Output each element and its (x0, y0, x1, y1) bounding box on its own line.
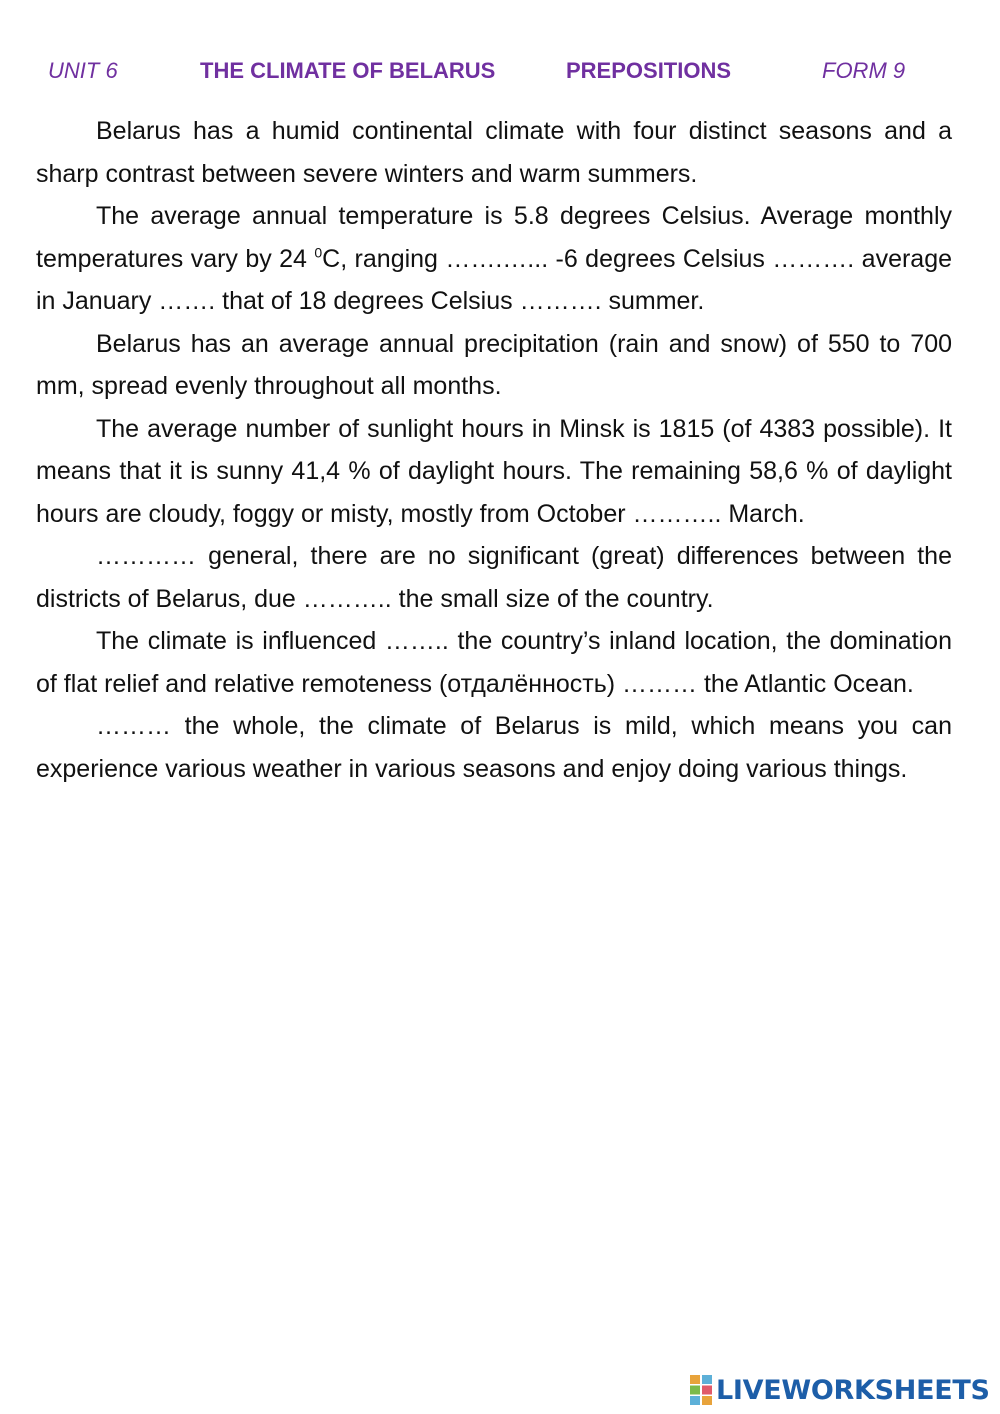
paragraph-districts: ………… general, there are no significant (great) differences between the districts of Belarus, due ……….. the small size of the country. (36, 542, 952, 613)
worksheet-text (36, 110, 952, 790)
liveworksheets-blocks-icon (690, 1375, 712, 1405)
paragraph-sunlight: The average number of sunlight hours in Minsk is 1815 (of 4383 possible). It means that it is sunny 41,4 % of daylight hours. The remaining 58,6 % of daylight hours are cloudy, foggy or misty, mostly from October ……….. March. (36, 414, 952, 528)
logo-text: LIVEWORKSHEETS (716, 1374, 990, 1406)
paragraph-precipitation: Belarus has an average annual precipitation (rain and snow) of 550 to 700 mm, spread evenly throughout all months. (36, 329, 952, 400)
temperature-text-end: C, ranging …….…... -6 degrees Celsius ………. average in January ……. that of 18 degrees Celsius ………. summer. (36, 244, 953, 315)
paragraph-conclusion: ……… the whole, the climate of Belarus is mild, which means you can experience various weather in various seasons and enjoy doing various things. (36, 712, 952, 783)
unit-label: UNIT 6 (48, 58, 118, 83)
liveworksheets-logo (690, 1372, 990, 1408)
topic-label: PREPOSITIONS (566, 58, 732, 83)
paragraph-temperature (36, 195, 952, 323)
paragraph-influence: The climate is influenced …….. the country’s inland location, the domination of flat relief and relative remoteness (отдалённость) ……… the Atlantic Ocean. (36, 627, 952, 698)
temperature-text-start: The average annual temperature is 5.8 degrees Celsius. Average monthly temperatures vary by 24 (36, 202, 952, 273)
degree-superscript: 0 (314, 244, 323, 261)
page-title: THE CLIMATE OF BELARUS (200, 58, 496, 83)
page-header (0, 58, 1000, 92)
paragraph-climate-type: Belarus has a humid continental climate with four distinct seasons and a sharp contrast between severe winters and warm summers. (36, 117, 952, 188)
form-label: FORM 9 (822, 58, 906, 83)
